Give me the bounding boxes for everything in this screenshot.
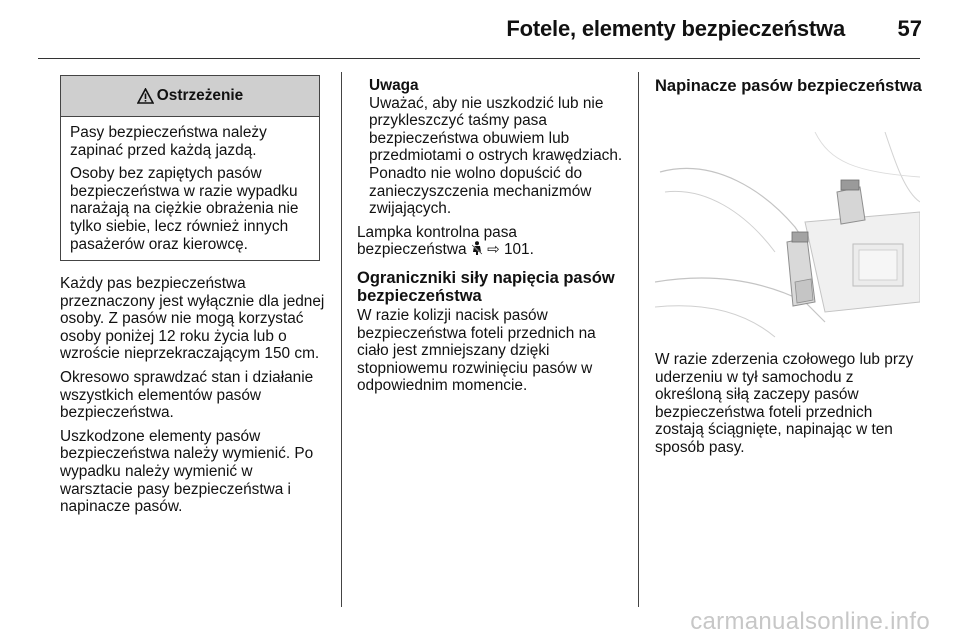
body-paragraph: W razie kolizji nacisk pasów bezpieczeństwa foteli przednich na ciało jest zmniejszany dzięki stopniowemu rozwinięciu pasów w odpowiednim momencie. bbox=[357, 306, 596, 395]
column-divider-1 bbox=[341, 72, 342, 607]
body-paragraph: Uszkodzone elementy pasów bezpieczeństwa należy wymienić. Po wypadku należy wymienić w warsztacie pasy bezpieczeństwa i napinacze pasów. bbox=[60, 427, 314, 516]
page-header-title: Fotele, elementy bezpieczeństwa bbox=[506, 16, 845, 41]
lamp-paragraph bbox=[357, 224, 627, 259]
warning-paragraph: Pasy bezpieczeństwa należy zapinać przed każdą jazdą. bbox=[70, 124, 267, 159]
warning-body bbox=[61, 117, 319, 253]
header-rule bbox=[38, 58, 920, 59]
warning-box bbox=[60, 75, 320, 261]
note-text: Uważać, aby nie uszkodzić lub nie przykleszczyć taśmy pasa bezpieczeństwa obuwiem lub przedmiotami o ostrych krawędziach. Ponadto nie wolno dopuścić do zanieczyszczenia mechanizmów zwijających. bbox=[369, 94, 623, 218]
section-heading-force-limiters: Ograniczniki siły napięcia pasów bezpieczeństwa bbox=[357, 268, 615, 305]
column-3-body bbox=[655, 351, 923, 463]
column-3 bbox=[655, 77, 923, 97]
seatbelt-buckle-illustration bbox=[655, 132, 920, 342]
page-number: 57 bbox=[897, 16, 922, 41]
lamp-text: Lampka kontrolna pasa bezpieczeństwa bbox=[357, 223, 517, 259]
warning-paragraph: Osoby bez zapiętych pasów bezpieczeństwa w razie wypadku narażają na ciężkie obrażenia nie tylko siebie, lecz również innych pasażerów oraz kierowcę. bbox=[70, 165, 299, 253]
column-1 bbox=[60, 275, 328, 522]
lamp-page-ref[interactable]: 101. bbox=[503, 241, 534, 259]
body-paragraph: W razie zderzenia czołowego lub przy uderzeniu w tył samochodu z określoną siłą zaczepy pasów bezpieczeństwa foteli przednich zostają ściągnięte, napinając w ten sposób pasy. bbox=[655, 351, 914, 456]
section-heading-pretensioners: Napinacze pasów bezpieczeństwa bbox=[655, 77, 922, 95]
body-paragraph: Każdy pas bezpieczeństwa przeznaczony jest wyłącznie dla jednej osoby. Z pasów nie mogą korzystać osoby poniżej 12 roku życia lub o wzroście nieprzekraczającym 150 cm. bbox=[60, 275, 325, 363]
seatbelt-warning-icon bbox=[471, 241, 483, 256]
watermark: carmanualsonline.info bbox=[690, 608, 930, 635]
body-paragraph: Okresowo sprawdzać stan i działanie wszystkich elementów pasów bezpieczeństwa. bbox=[60, 368, 314, 422]
note-block bbox=[357, 77, 627, 218]
page-reference-icon: ⇨ bbox=[487, 241, 500, 259]
warning-heading: Ostrzeżenie bbox=[156, 87, 244, 104]
column-2 bbox=[357, 77, 627, 401]
note-heading: Uwaga bbox=[369, 77, 419, 94]
column-divider-2 bbox=[638, 72, 639, 607]
warning-header bbox=[61, 76, 319, 117]
warning-triangle-icon bbox=[137, 88, 154, 104]
